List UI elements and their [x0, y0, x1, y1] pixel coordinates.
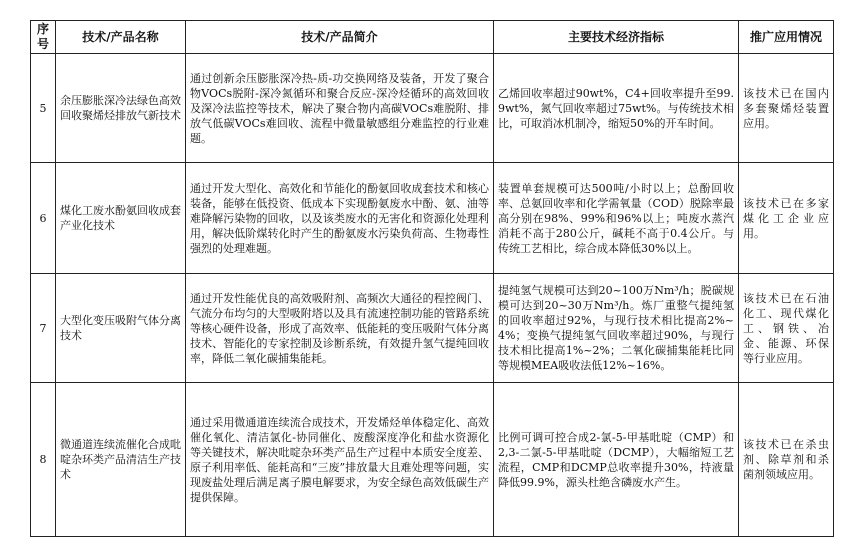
row-application-status: 该技术已在石油化工、现代煤化工、钢铁、冶金、能源、环保等行业应用。 [739, 274, 834, 383]
table-header-row [31, 21, 834, 54]
row-serial-number: 7 [31, 274, 56, 383]
table-row [31, 163, 834, 274]
table-row [31, 383, 834, 537]
row-serial-number: 5 [31, 54, 56, 163]
row-key-metrics: 比例可调可控合成2-氯-5-甲基吡啶（CMP）和2,3-二氯-5-甲基吡啶（DCMP），大幅缩短工艺流程，CMP和DCMP总收率提升30%，持液量降低99.9%，源头杜绝含磷废水产生。 [494, 383, 739, 537]
header-serial-number: 序号 [31, 21, 56, 54]
row-key-metrics: 提纯氢气规模可达到20~100万Nm³/h；脱碳规模可达到20~30万Nm³/h。炼厂重整气提纯氢的回收率超过92%，与现行技术相比提高2%~4%；变换气提纯氢气回收率超过90%，与现行技术相比提高1%~2%；二氧化碳捕集能耗比同等规模MEA吸收法低12%~16%。 [494, 274, 739, 383]
row-tech-name: 微通道连续流催化合成吡啶杂环类产品清洁生产技术 [56, 383, 186, 537]
header-application-status: 推广应用情况 [739, 21, 834, 54]
row-tech-name: 余压膨胀深冷法绿色高效回收聚烯烃排放气新技术 [56, 54, 186, 163]
row-tech-intro: 通过开发大型化、高效化和节能化的酚氨回收成套技术和核心装备，能够在低投资、低成本下实现酚氨废水中酚、氨、油等难降解污染物的回收，以及该类废水的无害化和资源化处理利用，解决低阶煤转化时产生的酚氨废水污染负荷高、生物毒性强烈的处理难题。 [186, 163, 494, 274]
row-tech-intro: 通过开发性能优良的高效吸附剂、高频次大通径的程控阀门、气流分布均匀的大型吸附塔以及具有流速控制功能的管路系统等核心硬件设备，形成了高效率、低能耗的变压吸附气体分离技术、智能化的专家控制及诊断系统，有效提升氢气提纯回收率，降低二氧化碳捕集能耗。 [186, 274, 494, 383]
table-row [31, 274, 834, 383]
row-serial-number: 6 [31, 163, 56, 274]
row-key-metrics: 乙烯回收率超过90wt%，C4+回收率提升至99.9wt%，氮气回收率超过75wt%。与传统技术相比，可取消冰机制冷，缩短50%的开车时间。 [494, 54, 739, 163]
row-application-status: 该技术已在国内多套聚烯烃装置应用。 [739, 54, 834, 163]
table-row [31, 54, 834, 163]
row-application-status: 该技术已在杀虫剂、除草剂和杀菌剂领域应用。 [739, 383, 834, 537]
row-key-metrics: 装置单套规模可达500吨/小时以上；总酚回收率、总氨回收率和化学需氧量（COD）脱除率最高分别在98%、99%和96%以上；吨废水蒸汽消耗不高于280公斤，碱耗不高于0.4公斤。与传统工艺相比，综合成本降低30%以上。 [494, 163, 739, 274]
row-tech-name: 大型化变压吸附气体分离技术 [56, 274, 186, 383]
row-serial-number: 8 [31, 383, 56, 537]
header-tech-name: 技术/产品名称 [56, 21, 186, 54]
row-tech-intro: 通过创新余压膨胀深冷热-质-功交换网络及装备，开发了聚合物VOCs脱附-深冷氮循环和聚合反应-深冷烃循环的高效回收及深冷法监控等技术，解决了聚合物内高碳VOCs难脱附、排放气低碳VOCs难回收、流程中微量敏感组分难监控的行业难题。 [186, 54, 494, 163]
tech-catalog-table [30, 20, 834, 537]
row-application-status: 该技术已在多家煤化工企业应用。 [739, 163, 834, 274]
row-tech-name: 煤化工废水酚氨回收成套产业化技术 [56, 163, 186, 274]
row-tech-intro: 通过采用微通道连续流合成技术，开发烯烃单体稳定化、高效催化氧化、清洁氯化-协同催化、废酸深度净化和盐水资源化等关键技术，解决吡啶杂环类产品生产过程中本质安全度差、原子利用率低、能耗高和“三废”排放量大且难处理等问题，实现废盐处理后满足离子膜电解要求，为安全绿色高效低碳生产提供保障。 [186, 383, 494, 537]
header-tech-intro: 技术/产品简介 [186, 21, 494, 54]
header-key-metrics: 主要技术经济指标 [494, 21, 739, 54]
